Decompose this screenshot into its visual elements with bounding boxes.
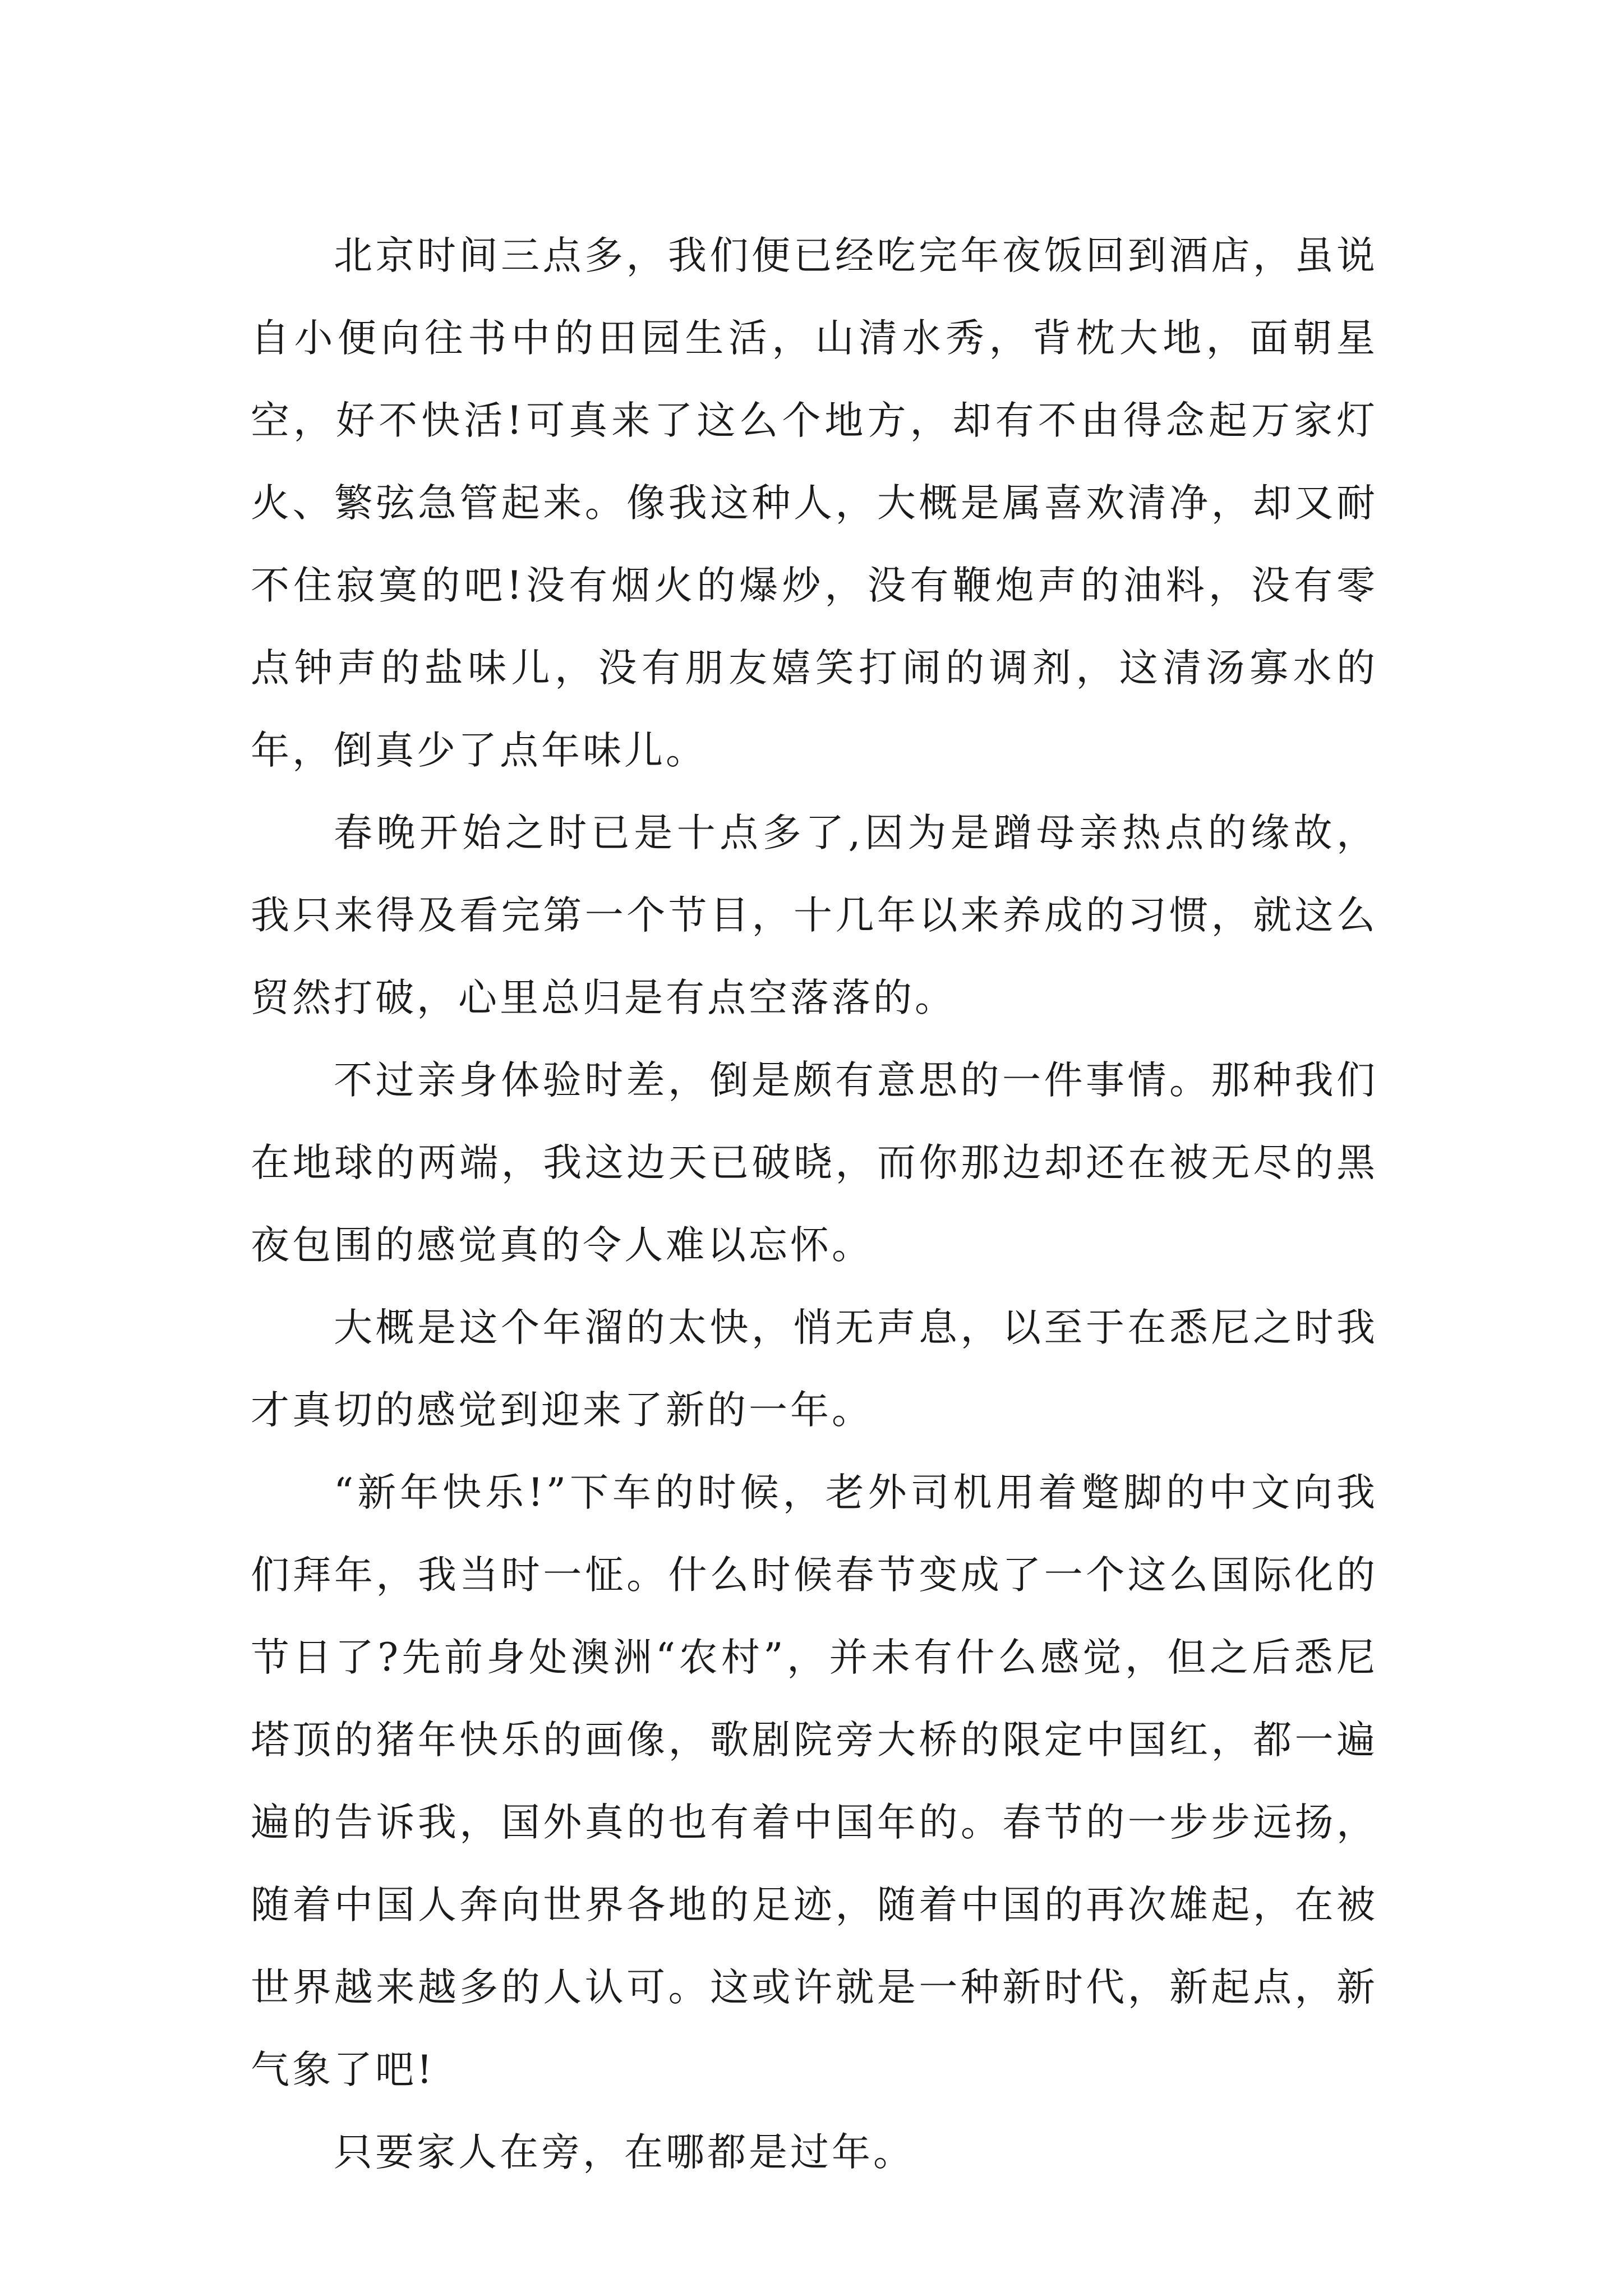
paragraph-6: 只要家人在旁，在哪都是过年。: [334, 2130, 915, 2175]
document-body: [251, 215, 1378, 2194]
paragraph-4: 大概是这个年溜的太快，悄无声息，以至于在悉尼之时我才真切的感觉到迎来了新的一年。: [251, 1305, 1378, 1433]
paragraph-2: 春晚开始之时已是十点多了,因为是蹭母亲热点的缘故，我只来得及看完第一个节目，十几年以来养成的习惯，就这么贸然打破，心里总归是有点空落落的。: [251, 811, 1378, 1020]
paragraph-1: 北京时间三点多，我们便已经吃完年夜饭回到酒店，虽说自小便向往书中的田园生活，山清水秀，背枕大地，面朝星空，好不快活!可真来了这么个地方，却有不由得念起万家灯火、繁弦急管起来。像我这种人，大概是属喜欢清净，却又耐不住寂寞的吧!没有烟火的爆炒，没有鞭炮声的油料，没有零点钟声的盐味儿，没有朋友嬉笑打闹的调剂，这清汤寡水的年，倒真少了点年味儿。: [251, 233, 1378, 773]
paragraph-5: “新年快乐!”下车的时候，老外司机用着蹩脚的中文向我们拜年，我当时一怔。什么时候春节变成了一个这么国际化的节日了?先前身处澳洲“农村”，并未有什么感觉，但之后悉尼塔顶的猪年快乐的画像，歌剧院旁大桥的限定中国红，都一遍遍的告诉我，国外真的也有着中国年的。春节的一步步远扬，随着中国人奔向世界各地的足迹，随着中国的再次雄起，在被世界越来越多的人认可。这或许就是一种新时代，新起点，新气象了吧!: [251, 1470, 1378, 2092]
paragraph-3: 不过亲身体验时差，倒是颇有意思的一件事情。那种我们在地球的两端，我这边天已破晓，而你那边却还在被无尽的黑夜包围的感觉真的令人难以忘怀。: [251, 1058, 1378, 1268]
